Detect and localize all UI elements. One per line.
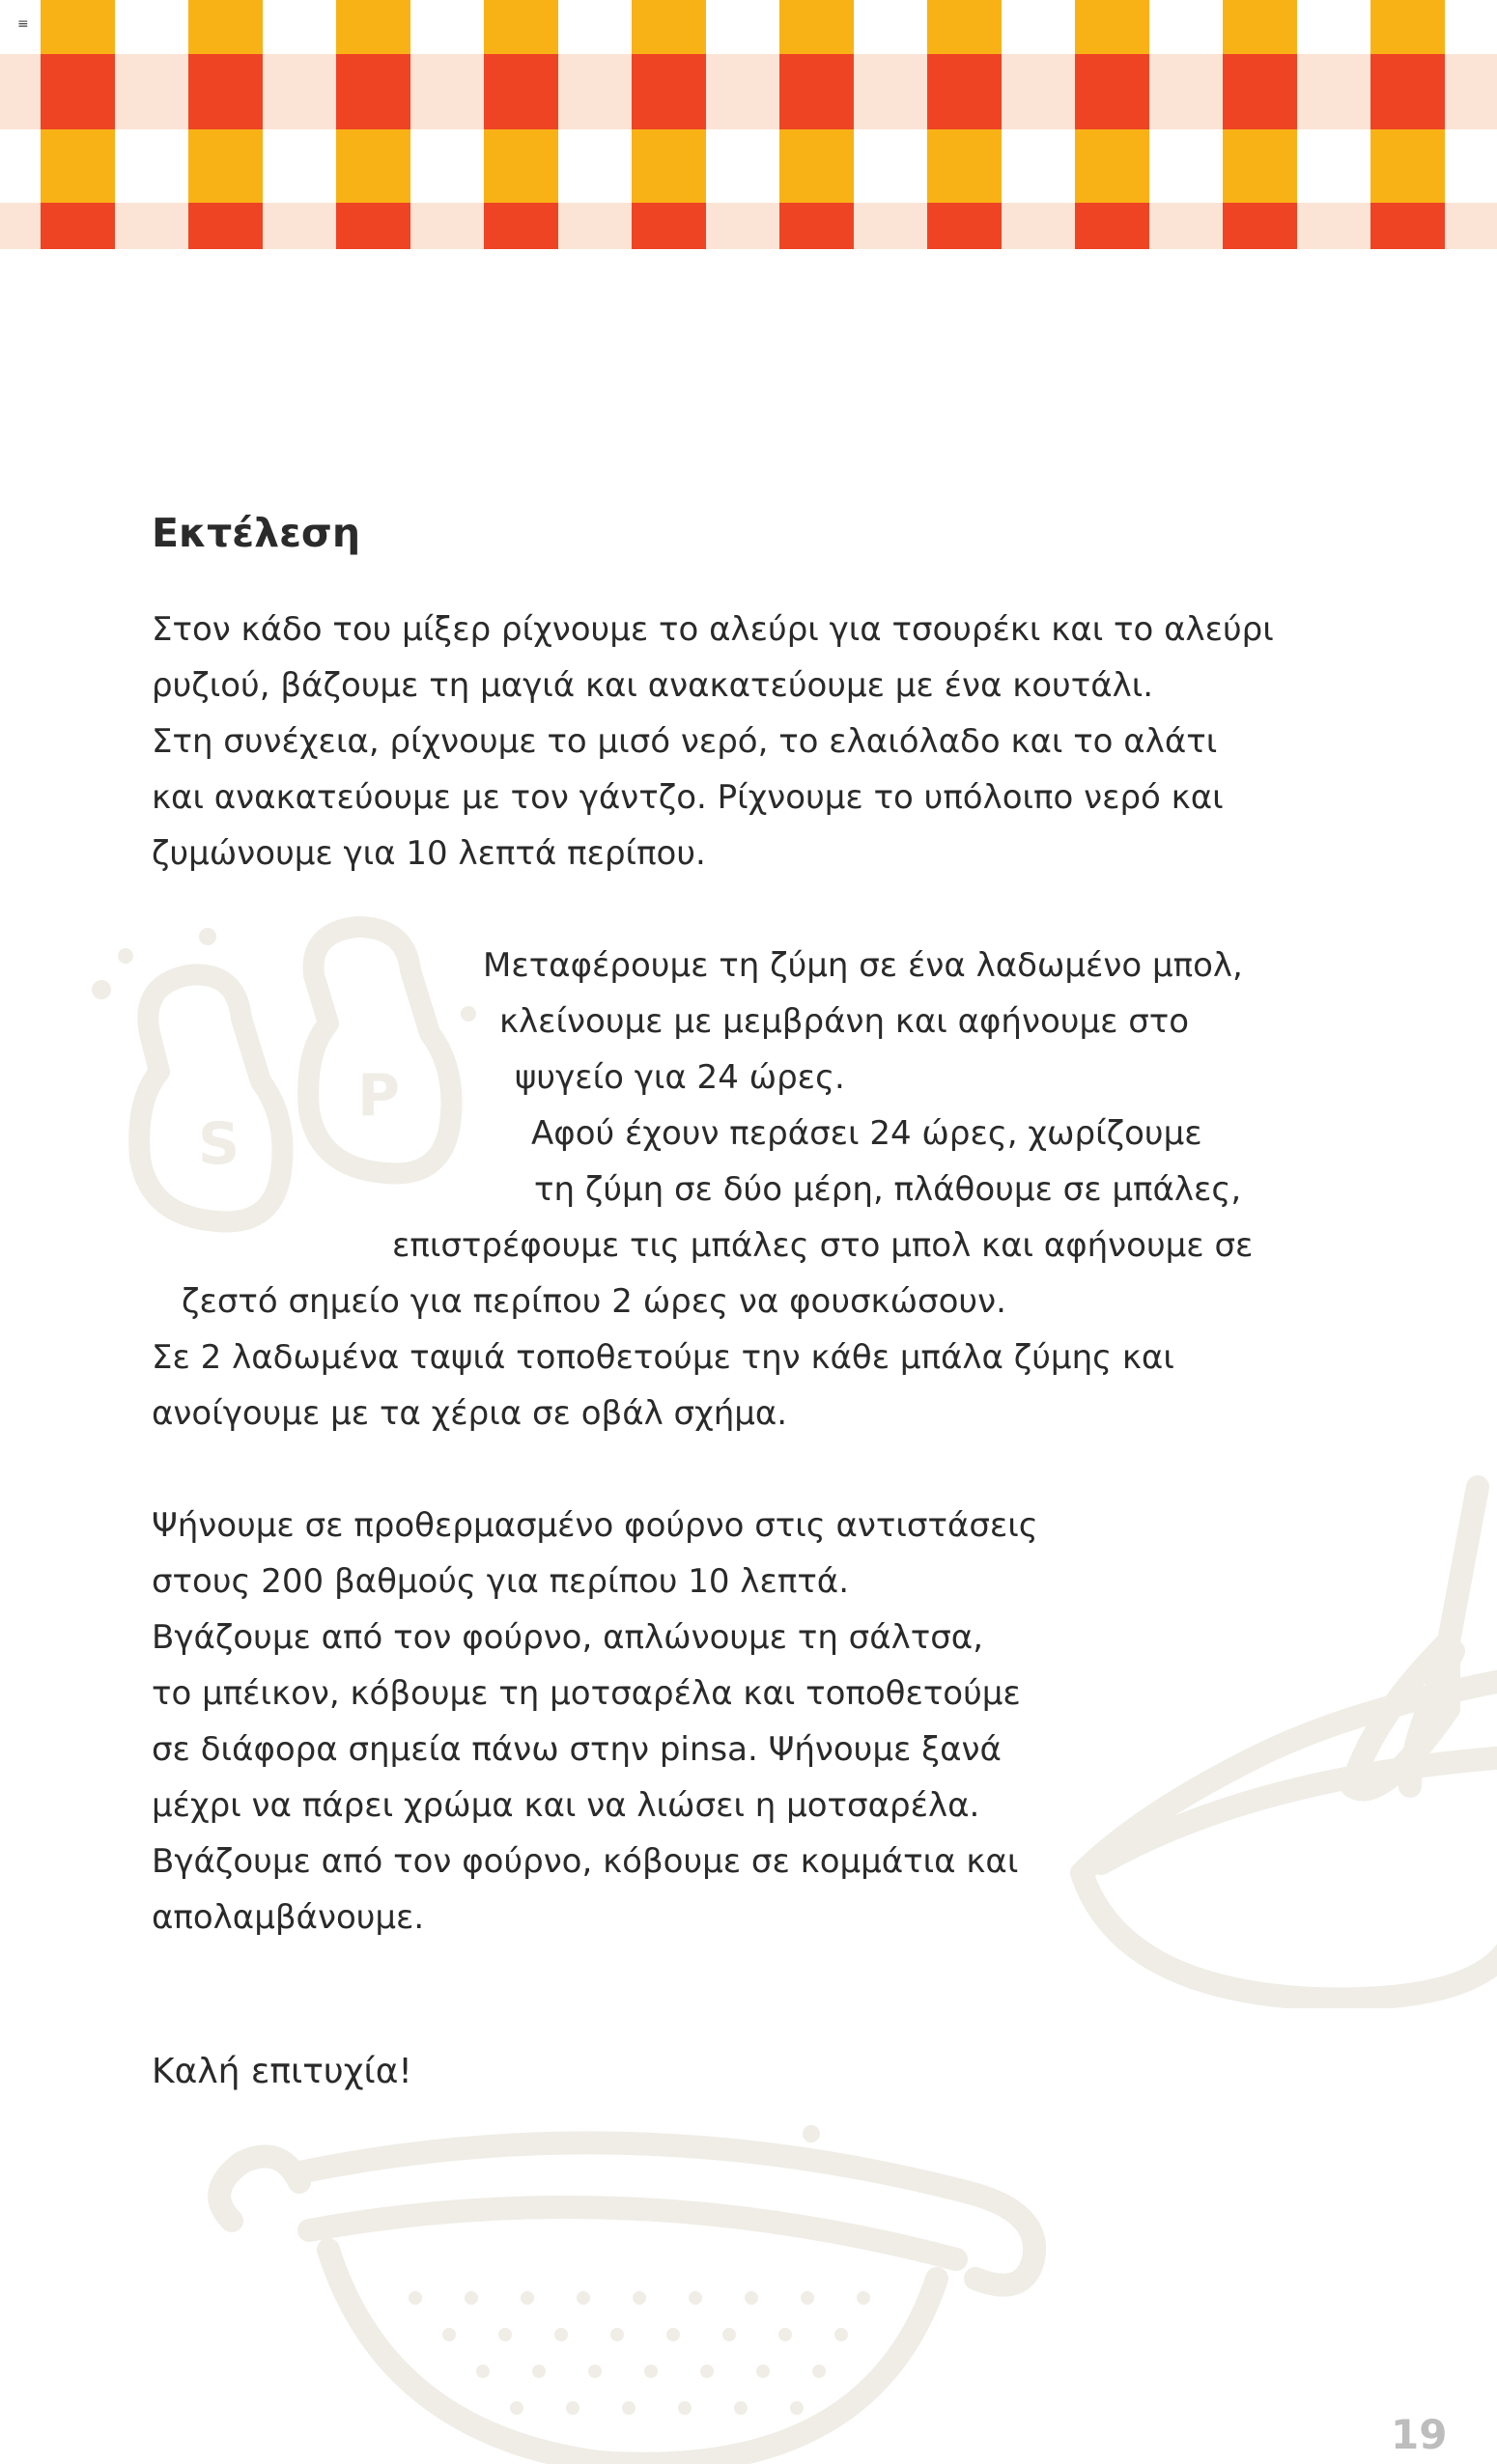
instruction-line: στους 200 βαθμούς για περίπου 10 λεπτά. bbox=[152, 1562, 850, 1601]
gingham-block bbox=[779, 203, 854, 249]
gingham-block bbox=[1370, 129, 1445, 203]
gingham-block bbox=[188, 0, 263, 54]
colander-hole bbox=[666, 2328, 680, 2341]
whisk-bowl-icon bbox=[1062, 1468, 1497, 2008]
gingham-block bbox=[1223, 0, 1297, 54]
colander-hole bbox=[510, 2401, 523, 2415]
instruction-line: και ανακατεύουμε με τον γάντζο. Ρίχνουμε το υπόλοιπο νερό και bbox=[152, 778, 1224, 817]
instruction-line: μέχρι να πάρει χρώμα και να λιώσει η μοτσαρέλα. bbox=[152, 1786, 980, 1825]
colander-hole bbox=[409, 2291, 422, 2305]
gingham-block bbox=[41, 203, 115, 249]
gingham-block bbox=[779, 0, 854, 54]
instruction-line: ρυζιού, βάζουμε τη μαγιά και ανακατεύουμε με ένα κουτάλι. bbox=[152, 666, 1154, 705]
gingham-block bbox=[1223, 129, 1297, 203]
colander-hole bbox=[722, 2328, 736, 2341]
colander-hole bbox=[588, 2365, 602, 2378]
page-number: 19 bbox=[1391, 2411, 1448, 2458]
instruction-line: σε διάφορα σημεία πάνω στην pinsa. Ψήνουμε ξανά bbox=[152, 1730, 1002, 1769]
closing-line: Καλή επιτυχία! bbox=[152, 2052, 412, 2091]
gingham-block bbox=[336, 129, 410, 203]
gingham-block bbox=[1075, 54, 1149, 129]
colander-hole bbox=[734, 2401, 748, 2415]
instruction-line: απολαμβάνουμε. bbox=[152, 1898, 425, 1937]
instruction-line: Ψήνουμε σε προθερμασμένο φούρνο στις αντιστάσεις bbox=[152, 1506, 1038, 1545]
instruction-line: ψυγείο για 24 ώρες. bbox=[515, 1058, 845, 1097]
gingham-block bbox=[188, 129, 263, 203]
colander-icon bbox=[193, 2114, 1082, 2464]
colander-hole bbox=[812, 2365, 826, 2378]
instruction-line: Βγάζουμε από τον φούρνο, κόβουμε σε κομμάτια και bbox=[152, 1842, 1019, 1881]
instruction-line: Σε 2 λαδωμένα ταψιά τοποθετούμε την κάθε μπάλα ζύμης και bbox=[152, 1338, 1174, 1377]
gingham-block bbox=[484, 203, 558, 249]
instruction-line: Στη συνέχεια, ρίχνουμε το μισό νερό, το ελαιόλαδο και το αλάτι bbox=[152, 722, 1218, 761]
colander-hole bbox=[554, 2328, 568, 2341]
gingham-block bbox=[927, 129, 1002, 203]
instruction-line: Στον κάδο του μίξερ ρίχνουμε το αλεύρι για τσουρέκι και το αλεύρι bbox=[152, 610, 1274, 649]
colander-hole bbox=[521, 2291, 534, 2305]
gingham-block bbox=[484, 54, 558, 129]
gingham-block bbox=[632, 129, 706, 203]
colander-hole bbox=[700, 2365, 714, 2378]
salt-letter: S bbox=[198, 1110, 240, 1178]
colander-hole bbox=[790, 2401, 804, 2415]
gingham-block bbox=[336, 54, 410, 129]
colander-hole bbox=[756, 2365, 770, 2378]
gingham-block bbox=[1075, 0, 1149, 54]
colander-hole bbox=[834, 2328, 848, 2341]
instruction-line: ζυμώνουμε για 10 λεπτά περίπου. bbox=[152, 834, 706, 873]
instruction-line: κλείνουμε με μεμβράνη και αφήνουμε στο bbox=[499, 1002, 1190, 1041]
gingham-block bbox=[188, 203, 263, 249]
colander-hole bbox=[633, 2291, 646, 2305]
colander-hole bbox=[689, 2291, 702, 2305]
salt-pepper-shakers-icon bbox=[82, 898, 488, 1246]
gingham-block bbox=[927, 0, 1002, 54]
gingham-block bbox=[41, 0, 115, 54]
colander-hole bbox=[476, 2365, 490, 2378]
gingham-block bbox=[927, 54, 1002, 129]
gingham-block bbox=[336, 203, 410, 249]
colander-hole bbox=[532, 2365, 546, 2378]
gingham-block bbox=[484, 129, 558, 203]
menu-icon[interactable]: ≡ bbox=[17, 16, 29, 32]
instruction-line: το μπέικον, κόβουμε τη μοτσαρέλα και τοποθετούμε bbox=[152, 1674, 1021, 1713]
instruction-line: Βγάζουμε από τον φούρνο, απλώνουμε τη σάλτσα, bbox=[152, 1618, 984, 1657]
instruction-line: Μεταφέρουμε τη ζύμη σε ένα λαδωμένο μπολ, bbox=[483, 946, 1243, 985]
gingham-block bbox=[1370, 0, 1445, 54]
gingham-block bbox=[484, 0, 558, 54]
gingham-block bbox=[336, 0, 410, 54]
colander-hole bbox=[857, 2291, 870, 2305]
instruction-line: επιστρέφουμε τις μπάλες στο μπολ και αφήνουμε σε bbox=[392, 1226, 1254, 1265]
gingham-block bbox=[1223, 54, 1297, 129]
instruction-line: Αφού έχουν περάσει 24 ώρες, χωρίζουμε bbox=[531, 1114, 1202, 1153]
gingham-block bbox=[632, 54, 706, 129]
colander-hole bbox=[678, 2401, 692, 2415]
gingham-block bbox=[41, 129, 115, 203]
gingham-block bbox=[632, 0, 706, 54]
section-heading: Εκτέλεση bbox=[152, 510, 361, 556]
instruction-line: ανοίγουμε με τα χέρια σε οβάλ σχήμα. bbox=[152, 1394, 788, 1433]
gingham-block bbox=[41, 54, 115, 129]
gingham-banner bbox=[0, 0, 1497, 249]
gingham-block bbox=[779, 129, 854, 203]
colander-hole bbox=[801, 2291, 814, 2305]
gingham-block bbox=[188, 54, 263, 129]
instruction-line: ζεστό σημείο για περίπου 2 ώρες να φουσκώσουν. bbox=[182, 1282, 1006, 1321]
pepper-letter: P bbox=[357, 1062, 400, 1130]
gingham-block bbox=[632, 203, 706, 249]
colander-hole bbox=[498, 2328, 512, 2341]
gingham-block bbox=[1370, 203, 1445, 249]
gingham-block bbox=[1075, 129, 1149, 203]
gingham-block bbox=[1223, 203, 1297, 249]
colander-hole bbox=[778, 2328, 792, 2341]
colander-hole bbox=[622, 2401, 636, 2415]
colander-hole bbox=[566, 2401, 579, 2415]
gingham-block bbox=[1075, 203, 1149, 249]
colander-hole bbox=[442, 2328, 456, 2341]
colander-hole bbox=[465, 2291, 478, 2305]
gingham-block bbox=[779, 54, 854, 129]
colander-hole bbox=[610, 2328, 624, 2341]
colander-hole bbox=[644, 2365, 658, 2378]
instruction-line: τη ζύμη σε δύο μέρη, πλάθουμε σε μπάλες, bbox=[534, 1170, 1242, 1209]
gingham-block bbox=[927, 203, 1002, 249]
colander-hole bbox=[577, 2291, 590, 2305]
colander-hole bbox=[745, 2291, 758, 2305]
gingham-block bbox=[1370, 54, 1445, 129]
